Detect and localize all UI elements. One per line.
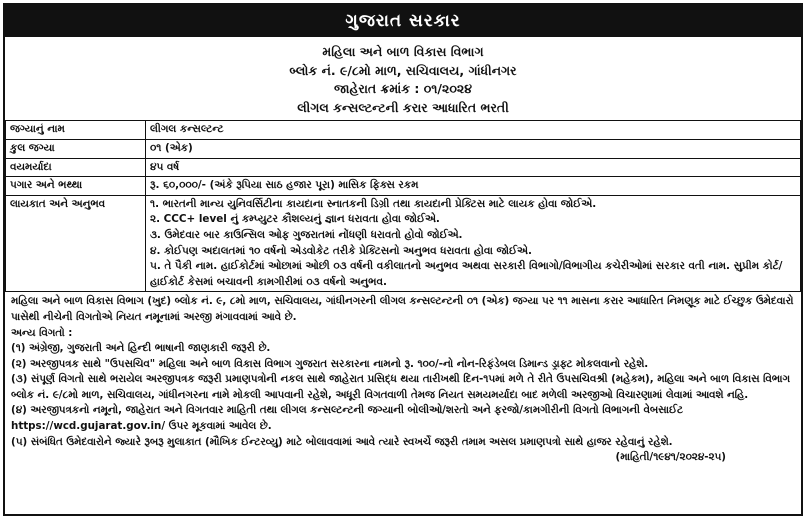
qualification-label: લાયકાત અને અનુભવ [6, 195, 146, 292]
recruitment-title: લીગલ કન્સલ્ટન્ટની કરાર આધારિત ભરતી [297, 99, 509, 115]
total-posts-label: કુલ જગ્યા [6, 139, 146, 158]
post-name-value: લીગલ કન્સલ્ટન્ટ [146, 121, 801, 140]
total-posts-value: ૦૧ (એક) [146, 139, 801, 158]
intro-paragraph: મહિલા અને બાળ વિકાસ વિભાગ (ખુદ) બ્લોક નં. ૯, ૮મો માળ, સચિવાલય, ગાંધીનગરની લીગલ કન્સલ્ટન્ટની ૦૧ (એક) જગ્યા પર ૧૧ માસના કરાર આધારિત નિમણૂક માટે ઈચ્છુક ઉમેદવારો પાસેથી નીચેની વિગતોએ નિયત નમૂનામાં અરજી મંગાવવામાં આવે છે. [11, 295, 794, 323]
advertisement-notice [3, 3, 803, 516]
table-row [6, 158, 801, 177]
table-row [6, 121, 801, 140]
list-item: (૩) સંપૂર્ણ વિગતો સાથે ભરાયેલ અરજીપત્રક જરૂરી પ્રમાણપત્રોની નકલ સાથે જાહેરાત પ્રસિદ્ધ થયા તારીખથી દિન-૧૫માં મળે તે રીતે ઉપસચિવશ્રી (મહેકમ), મહિલા અને બાળ વિકાસ વિભાગ બ્લોક નં. ૯/૮મો માળ, સચિવાલય, ગાંધીનગરના નામે મોકલી આપવાની રહેશે, અધૂરી વિગતવાળી તેમજ નિયત સમયમર્યાદા બાદ મળેલી અરજીઓ વિચારણામાં લેવામાં આવશે નહિ. [11, 373, 791, 401]
other-details-heading: અન્ય વિગતો : [11, 326, 73, 339]
notice-header [5, 37, 801, 120]
age-limit-label: વયમર્યાદા [6, 158, 146, 177]
list-item: ૪. કોઈપણ અદાલતમાં ૧૦ વર્ષનો એડવોકેટ તરીકે પ્રેક્ટિસનો અનુભવ ધરાવતા હોવા જોઈએ. [150, 244, 532, 257]
department-address: બ્લોક નં. ૯/૮મો માળ, સચિવાલય, ગાંધીનગર [289, 62, 517, 78]
list-item: ૫. તે પૈકી નામ. હાઈકોર્ટમાં ઓછામાં ઓછી ૦૩ વર્ષની વકીલાતનો અનુભવ અથવા સરકારી વિભાગો/વિભાગીય કચેરીઓમાં સરકાર વતી નામ. સુપ્રીમ કોર્ટ/હાઈકોર્ટ કેસમાં બચાવની કામગીરીમાં ૦૩ વર્ષનો અનુભવ. [150, 260, 783, 288]
age-limit-value: ૪૫ વર્ષ [146, 158, 801, 177]
list-item: ૩. ઉમેદવાર બાર કાઉન્સિલ ઓફ ગુજરાતમાં નોંધણી ધરાવતો હોવો જોઈએ. [150, 228, 463, 241]
list-item: (૨) અરજીપત્રક સાથે "ઉપસચિવ" મહિલા અને બાળ વિકાસ વિભાગ ગુજરાત સરકારના નામનો રૂ. ૧૦૦/-નો નોન-રિફંડેબલ ડિમાન્ડ ડ્રાફ્ટ મોકલવાનો રહેશે. [11, 357, 649, 370]
post-details-table [5, 120, 801, 292]
qualification-list [146, 195, 801, 292]
government-banner: ગુજરાત સરકાર [5, 5, 801, 37]
department-name: મહિલા અને બાળ વિકાસ વિભાગ [322, 44, 484, 59]
list-item: ૧. ભારતની માન્ય યુનિવર્સિટીના કાયદાના સ્નાતકની ડિગ્રી તથા કાયદાની પ્રેક્ટિસ માટે લાયક હોવા જોઈએ. [150, 197, 597, 210]
list-item: (૫) સંબંધિત ઉમેદવારોને જ્યારે રૂબરૂ મુલાકાત (મૌખિક ઈન્ટરવ્યુ) માટે બોલાવવામાં આવે ત્યારે સ્વખર્ચે જરૂરી તમામ અસલ પ્રમાણપત્રો સાથે હાજર રહેવાનું રહેશે. [11, 435, 673, 448]
information-reference: (માહિતી/૧૯૪૧/૨૦૨૪-૨૫) [615, 451, 726, 464]
notice-body [5, 292, 801, 466]
salary-value: રૂ. ૬૦,૦૦૦/- (અંકે રૂપિયા સાઠ હજાર પૂરા) માસિક ફિક્સ રકમ [146, 177, 801, 196]
list-item: (૧) અંગ્રેજી, ગુજરાતી અને હિન્દી ભાષાની જાણકારી જરૂરી છે. [11, 342, 271, 355]
table-row [6, 139, 801, 158]
salary-label: પગાર અને ભથ્થા [6, 177, 146, 196]
table-row [6, 195, 801, 292]
table-row [6, 177, 801, 196]
advertisement-number: જાહેરાત ક્રમાંક : ૦૧/૨૦૨૪ [334, 81, 472, 97]
post-name-label: જગ્યાનું નામ [6, 121, 146, 140]
list-item: (૪) અરજીપત્રકનો નમૂનો, જાહેરાત અને વિગતવાર માહિતી તથા લીગલ કન્સલ્ટન્ટની જગ્યાની બોલીઓ/શરતો અને ફરજો/કામગીરીની વિગતો વિભાગની વેબસાઈટ https://wcd.gujarat.gov.in/ ઉપર મૂકવામાં આવેલ છે. [11, 404, 683, 433]
list-item: ૨. CCC+ level નું કમ્પ્યુટર કૌશલ્યનું જ્ઞાન ધરાવતા હોવા જોઈએ. [150, 213, 440, 226]
